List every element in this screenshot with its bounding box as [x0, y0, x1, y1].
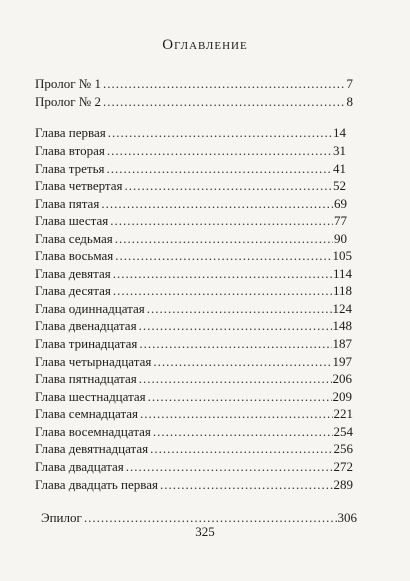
toc-entry-page: 52 [333, 178, 346, 193]
toc-entry [35, 75, 353, 92]
toc-entry-page: 90 [334, 231, 347, 246]
toc-entry-label: Глава десятая [35, 283, 111, 298]
toc-entry-label: Глава третья [35, 161, 105, 176]
toc-entry-label: Глава двадцатая [35, 459, 124, 474]
toc-entry-page: 272 [333, 459, 353, 474]
toc-entry [35, 282, 352, 299]
toc-dot-leader [115, 247, 331, 264]
toc-entry-page: 187 [332, 336, 352, 351]
toc-dot-leader [139, 317, 332, 334]
toc-dot-leader [113, 265, 332, 282]
toc-entry [35, 124, 346, 141]
toc-entry-label: Эпилог [41, 510, 82, 525]
toc-entry [35, 247, 352, 264]
toc-entry-page: 69 [334, 196, 347, 211]
toc-entry-page: 256 [333, 441, 353, 456]
toc-entry [35, 265, 352, 282]
toc-entry-label: Глава вторая [35, 143, 105, 158]
toc-entry-label: Глава первая [35, 125, 106, 140]
toc-dot-leader [113, 282, 332, 299]
toc-dot-leader [115, 230, 333, 247]
toc-entry-label: Глава восьмая [35, 248, 114, 263]
page-number: 325 [195, 524, 215, 539]
toc-entry-label: Пролог № 2 [35, 94, 101, 109]
toc-dot-leader [153, 423, 333, 440]
toc-entry-label: Глава девятая [35, 266, 111, 281]
toc-entry [35, 353, 352, 370]
toc-entry-page: 7 [346, 76, 353, 91]
toc-dot-leader [126, 458, 333, 475]
toc-entry-label: Глава одиннадцатая [35, 301, 145, 316]
toc-entry-page: 8 [346, 94, 353, 109]
toc-entry [35, 405, 353, 422]
toc-entry-page: 221 [333, 406, 353, 421]
toc-dot-leader [147, 300, 332, 317]
toc-entry-page: 31 [333, 143, 346, 158]
toc-dot-leader [103, 93, 346, 110]
toc-entry-page: 306 [337, 510, 357, 525]
toc-entry-page: 289 [333, 477, 353, 492]
toc-dot-leader [101, 195, 333, 212]
toc-entry [35, 458, 353, 475]
toc-entry-page: 209 [332, 389, 352, 404]
toc-entry-label: Глава восемнадцатая [35, 424, 151, 439]
toc-entry [35, 212, 347, 229]
toc-dot-leader [103, 75, 346, 92]
toc-dot-leader [139, 370, 332, 387]
toc-entry-label: Глава шестая [35, 213, 109, 228]
toc-entry-page: 114 [332, 266, 352, 281]
toc-dot-leader [148, 388, 332, 405]
toc-dot-leader [153, 353, 331, 370]
toc-entry-label: Глава четвертая [35, 178, 123, 193]
toc-entry-label: Глава пятнадцатая [35, 371, 137, 386]
toc-entry [35, 335, 352, 352]
toc-entry-page: 124 [332, 301, 352, 316]
toc-dot-leader [107, 142, 332, 159]
toc-dot-leader [106, 160, 332, 177]
toc-entry-label: Глава шестнадцатая [35, 389, 146, 404]
toc-dot-leader [108, 124, 332, 141]
toc-entry-label: Глава пятая [35, 196, 100, 211]
toc-entry-page: 77 [334, 213, 347, 228]
toc-entry-page: 254 [333, 424, 353, 439]
toc-entry-label: Глава тринадцатая [35, 336, 138, 351]
toc-entry [35, 142, 346, 159]
toc-entry-label: Глава двенадцатая [35, 318, 137, 333]
toc-dot-leader [160, 476, 333, 493]
toc-entry-label: Глава девятнадцатая [35, 441, 149, 456]
toc-entry-label: Глава седьмая [35, 231, 113, 246]
toc-entry [35, 195, 347, 212]
toc-entry [35, 423, 353, 440]
toc-entry-label: Глава четырнадцатая [35, 354, 152, 369]
toc-entry-page: 14 [333, 125, 346, 140]
toc-entry [35, 370, 352, 387]
toc-entry-page: 118 [332, 283, 352, 298]
toc-entry-page: 105 [332, 248, 352, 263]
toc-entry [35, 177, 346, 194]
page-title: Оглавление [162, 37, 248, 53]
toc-entry [35, 300, 352, 317]
toc-entry-page: 206 [332, 371, 352, 386]
toc-entry [35, 440, 353, 457]
toc-dot-leader [140, 405, 332, 422]
toc-dot-leader [110, 212, 333, 229]
toc-entry [35, 160, 346, 177]
toc-dot-leader [139, 335, 331, 352]
toc-entry [35, 388, 352, 405]
toc-entry [35, 476, 353, 493]
toc-entry [35, 230, 347, 247]
toc-entry-page: 41 [333, 161, 346, 176]
toc-entry-page: 197 [332, 354, 352, 369]
toc-dot-leader [125, 177, 332, 194]
toc-entry-label: Глава семнадцатая [35, 406, 139, 421]
toc-entry [35, 317, 352, 334]
toc-entry [35, 93, 353, 110]
toc-entry-label: Пролог № 1 [35, 76, 101, 91]
toc-dot-leader [150, 440, 332, 457]
toc-entry-label: Глава двадцать первая [35, 477, 158, 492]
toc-entry-page: 148 [332, 318, 352, 333]
